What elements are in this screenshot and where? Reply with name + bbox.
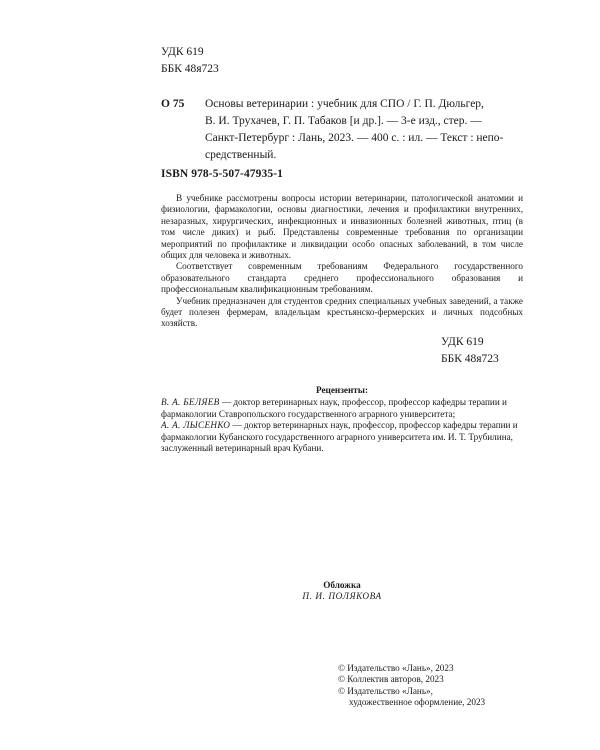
reviewer-2 [161,420,523,454]
cover-credit [161,580,523,603]
udk-code: УДК 619 [161,46,204,58]
isbn: ISBN 978-5-507-47935-1 [161,168,283,180]
bbk-code-bottom: ББК 48я723 [441,353,499,365]
biblio-line-2: В. И. Трухачев, Г. П. Табаков [и др.]. — 3-е изд., стер. — [205,115,482,127]
biblio-line-4: средственный. [205,149,277,161]
annotation-paragraph-1: В учебнике рассмотрены вопросы истории ветеринарии, патологической анатомии и физиологии, фармакологии, основы диагностики, лечения и профилактики внутренних, незаразных, хирургических, инфекционных и инвазионных болезней животных, птиц (в том числе диких) и рыб. Представлены современные требования по организации мероприятий по профилактике и ликвидации особо опасных заболеваний, в том числе общих для человека и животных. [161,193,523,261]
udk-code-bottom: УДК 619 [441,336,484,348]
reviewer-2-name: А. А. ЛЫСЕНКО [161,420,231,431]
copyright-block [338,663,485,709]
cover-artist: П. И. ПОЛЯКОВА [302,591,382,602]
reviewers-heading: Рецензенты: [315,385,369,395]
biblio-line-1: Основы ветеринарии : учебник для СПО / Г. П. Дюльгер, [205,98,484,110]
cover-title: Обложка [323,580,361,590]
bbk-code: ББК 48я723 [161,63,219,75]
annotation [161,193,523,330]
copyright-line-3: © Издательство «Лань», [338,685,433,696]
reviewer-1-text: — доктор ветеринарных наук, профессор, профессор кафедры терапии и фармакологии Ставропольского государственного аграрного университета; [161,397,507,419]
biblio-line-3: Санкт-Петербург : Лань, 2023. — 400 с. : ил. — Текст : непо- [205,132,504,144]
copyright-line-2: © Коллектив авторов, 2023 [338,674,444,685]
bibliographic-record [161,96,523,164]
reviewer-1 [161,397,523,420]
copyright-line-4: художественное оформление, 2023 [349,697,486,708]
reviewer-2-text: — доктор ветеринарных наук, профессор, профессор кафедры терапии и фармакологии Кубанского государственного аграрного университета им. И. Т. Трубилина, заслуженный ветеринарный врач Кубани. [161,420,518,454]
reviewers-section [161,385,523,454]
author-mark: О 75 [161,98,185,110]
copyright-line-1: © Издательство «Лань», 2023 [338,663,454,673]
classification-top [161,44,219,78]
annotation-paragraph-2: Соответствует современным требованиям Федерального государственного образовательного стандарта среднего профессионального образования и профессиональным квалификационным требованиям. [161,261,523,295]
reviewer-1-name: В. А. БЕЛЯЕВ [161,397,220,408]
classification-bottom [441,334,499,368]
annotation-paragraph-3: Учебник предназначен для студентов средних специальных учебных заведений, а также будет полезен фермерам, владельцам крестьянско-фермерских и личных подсобных хозяйств. [161,295,523,329]
